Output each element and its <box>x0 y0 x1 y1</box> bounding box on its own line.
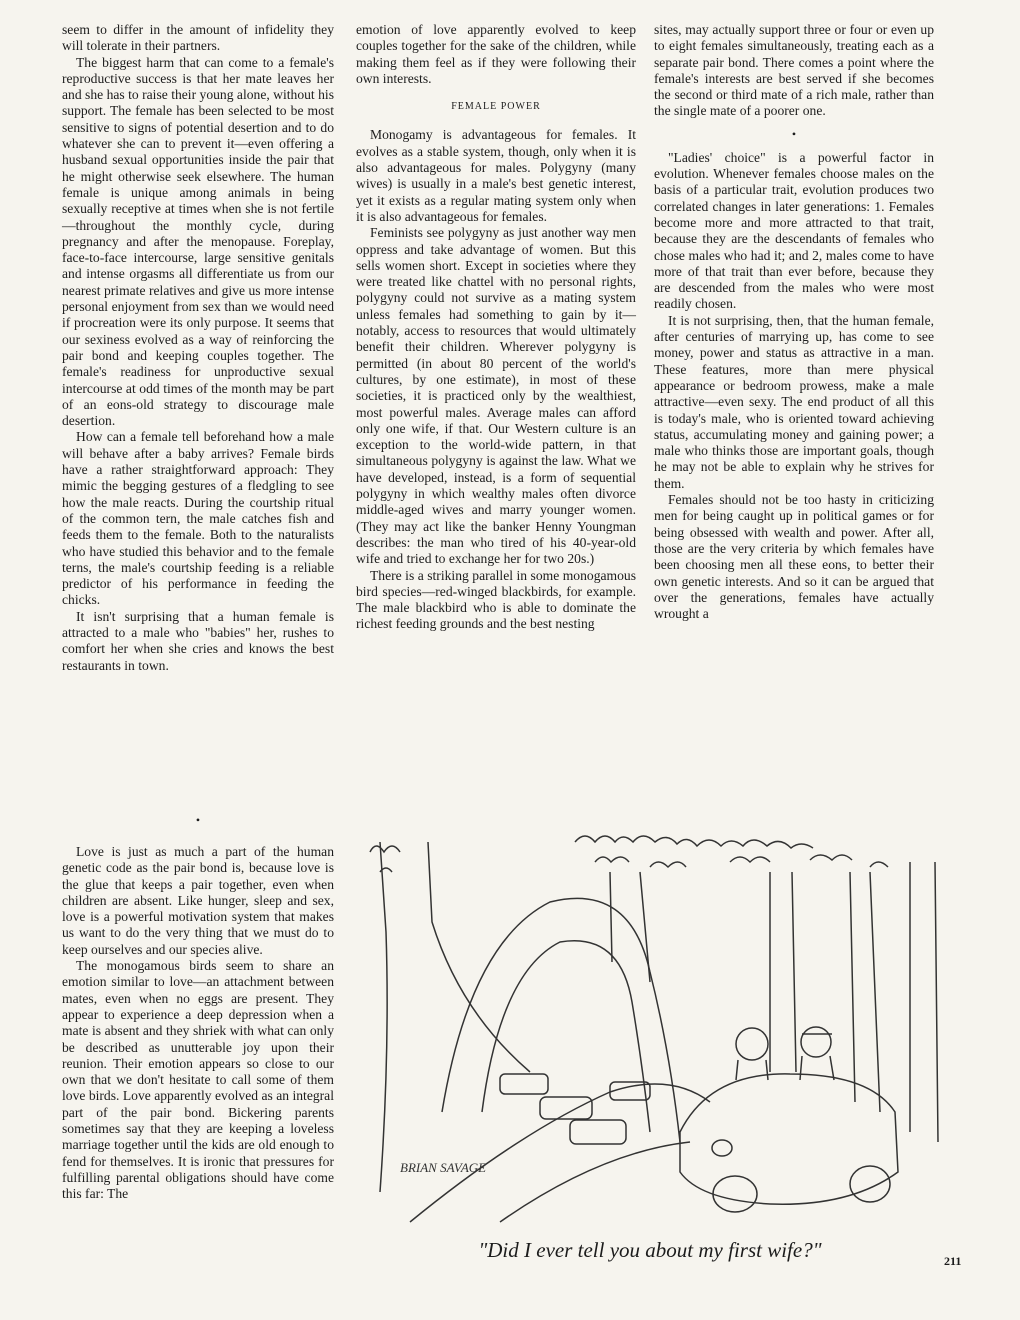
paragraph: The biggest harm that can come to a female's reproductive success is that her mate leaves her and she has to raise their young alone, without his support. The female has been selected to be most sensitive to signs of potential desertion and to do whatever she can to prevent it—even offering a husband sexual opportunities inside the pair that he might otherwise seek elsewhere. The human female is unique among animals in being sexually receptive at times when she is not fertile—throughout the monthly cycle, during pregnancy and after the menopause. Foreplay, face-to-face intercourse, large sensitive genitals and intense orgasms all differentiate us from our nearest primate relatives and give us more intense personal enjoyment from sex than we would need if procreation were its only purpose. It seems that our sexiness evolved as a way of reinforcing the pair bond and keeping couples together. The female's readiness for unproductive sexual intercourse at odd times of the month may be part of an eons-old strategy to discourage male desertion. <box>62 54 334 429</box>
traffic-car <box>500 1074 548 1094</box>
column-2 <box>356 22 636 633</box>
paragraph: It isn't surprising that a human female is attracted to a male who "babies" her, rushes to comfort her when she cries and knows the best restaurants in town. <box>62 608 334 673</box>
foliage <box>370 846 400 872</box>
cartoon-illustration <box>350 812 950 1232</box>
paragraph: "Ladies' choice" is a powerful factor in evolution. Whenever females choose males on the basis of a particular trait, evolution produces two correlated changes in later generations: 1. Females become more and more attracted to that trait, because they are the descendants of females who chose males who had it; and 2, males come to have more of that trait than ever before, because they are descended from the males who were most readily chosen. <box>654 149 934 312</box>
section-subhead: FEMALE POWER <box>451 101 541 113</box>
paragraph: emotion of love apparently evolved to keep couples together for the sake of the children, while making them feel as if they were following their own interests. <box>356 22 636 86</box>
column-3 <box>654 22 934 622</box>
woman-passenger <box>736 1028 768 1060</box>
paragraph: Feminists see polygyny as just another way men oppress and take advantage of women. But this sells women short. Except in societies where they were treated like chattel with no personal rights, polygyny could not survive as a mating system unless females had something to gain by it—notably, access to resources that would ultimately benefit their children. Wherever polygyny is permitted (in about 80 percent of the world's cultures, by one estimate), in most of these societies, it is practiced only by the wealthiest, most powerful males. Average males can afford only one wife, if that. Our Western culture is an exception to the world-wide pattern, in that simultaneous polygyny is against the law. What we have developed, instead, is a form of sequential polygyny in which wealthy males often divorce middle-aged wives and marry younger women. (They may act like the banker Henny Youngman describes: the man who tired of his 40-year-old wife and tried to exchange her for two 20s.) <box>356 225 636 567</box>
traffic-car <box>540 1097 592 1119</box>
paragraph: Females should not be too hasty in criticizing men for being caught up in political games or for being obsessed with wealth and power. After all, those are the very criteria by which females have been choosing men all these eons, to better their own genetic interests. And so it can be argued that over the generations, females have actually wrought a <box>654 492 934 622</box>
cartoonist-signature: BRIAN SAVAGE <box>400 1160 487 1175</box>
arch-tree <box>482 941 650 1132</box>
tree-trunk <box>380 842 530 1192</box>
paragraph: sites, may actually support three or four or even up to eight females simultaneously, treating each as a separate pair bond. There comes a point where the female's interests are best served if she becomes the second or third mate of a rich male, rather than the single mate of a poorer one. <box>654 22 934 119</box>
man-driver <box>801 1027 831 1057</box>
car-wheel <box>713 1176 757 1212</box>
paragraph: There is a striking parallel in some monogamous bird species—red-winged blackbirds, for example. The male blackbird who is able to dominate the richest feeding grounds and the best nesting <box>356 567 636 632</box>
paragraph: It is not surprising, then, that the human female, after centuries of marrying up, has come to see money, power and status as attractive in a man. These features, more than mere physical appearance or bedroom prowess, make a male attractive—even sexy. The end product of all this is today's male, who is oriented toward achieving status, accumulating money and gaining power; a male who thinks those are important goals, though he may not be able to explain why he strives for them. <box>654 312 934 491</box>
paragraph: seem to differ in the amount of infidelity they will tolerate in their partners. <box>62 22 334 54</box>
foliage <box>595 855 888 867</box>
tree-trunk <box>610 862 938 1142</box>
paragraph: The monogamous birds seem to share an emotion similar to love—an attachment between mates, even when no eggs are present. They appear to experience a deep depression when a mate is absent and they shriek with what can only be described as unutterable joy upon their reunion. Their emotion appears so close to our own that we don't hesitate to call some of them love birds. Love apparently evolved as an integral part of the pair bond. Bickering parents sometimes say that they are keeping a loveless marriage together until the kids are old enough to fend for themselves. It is ironic that pressures for fulfilling parental obligations should have come this far: The <box>62 958 334 1202</box>
paragraph: Monogamy is advantageous for females. It evolves as a stable system, though, only when it is also advantageous for males. Polygyny (many wives) is usually in a male's best genetic interest, yet it exists as a regular mating system only when it is also advantageous for females. <box>356 127 636 224</box>
section-bullet: • <box>791 126 797 141</box>
convertible-car <box>680 1074 898 1204</box>
traffic-car <box>570 1120 626 1144</box>
arch-tree <box>442 898 680 1142</box>
section-bullet: • <box>195 813 201 827</box>
paragraph: Love is just as much a part of the human genetic code as the pair bond is, because love is the glue that keeps a pair together, even when children are absent. Like hunger, sleep and sex, love is a powerful motivation system that makes us want to do the very thing that we must do to keep ourselves and our species alive. <box>62 844 334 957</box>
road-edge <box>410 1084 710 1222</box>
column-1-continued <box>62 813 334 1203</box>
page-number: 211 <box>944 1254 962 1268</box>
car-headlight <box>712 1140 732 1156</box>
paragraph: How can a female tell beforehand how a male will behave after a baby arrives? Female birds have a rather straightforward approach: They mimic the begging gestures of a fledgling to see how the male reacts. During the courtship ritual of the common tern, the male catches fish and feeds them to the female. Both to the naturalists who have studied this behavior and to the female terns, the male's courtship feeding is a reliable predictor of his performance in feeding the chicks. <box>62 429 334 608</box>
cartoon-caption: "Did I ever tell you about my first wife?" <box>478 1238 822 1262</box>
car-wheel <box>850 1166 890 1202</box>
foliage <box>575 836 813 848</box>
column-1 <box>62 22 334 674</box>
